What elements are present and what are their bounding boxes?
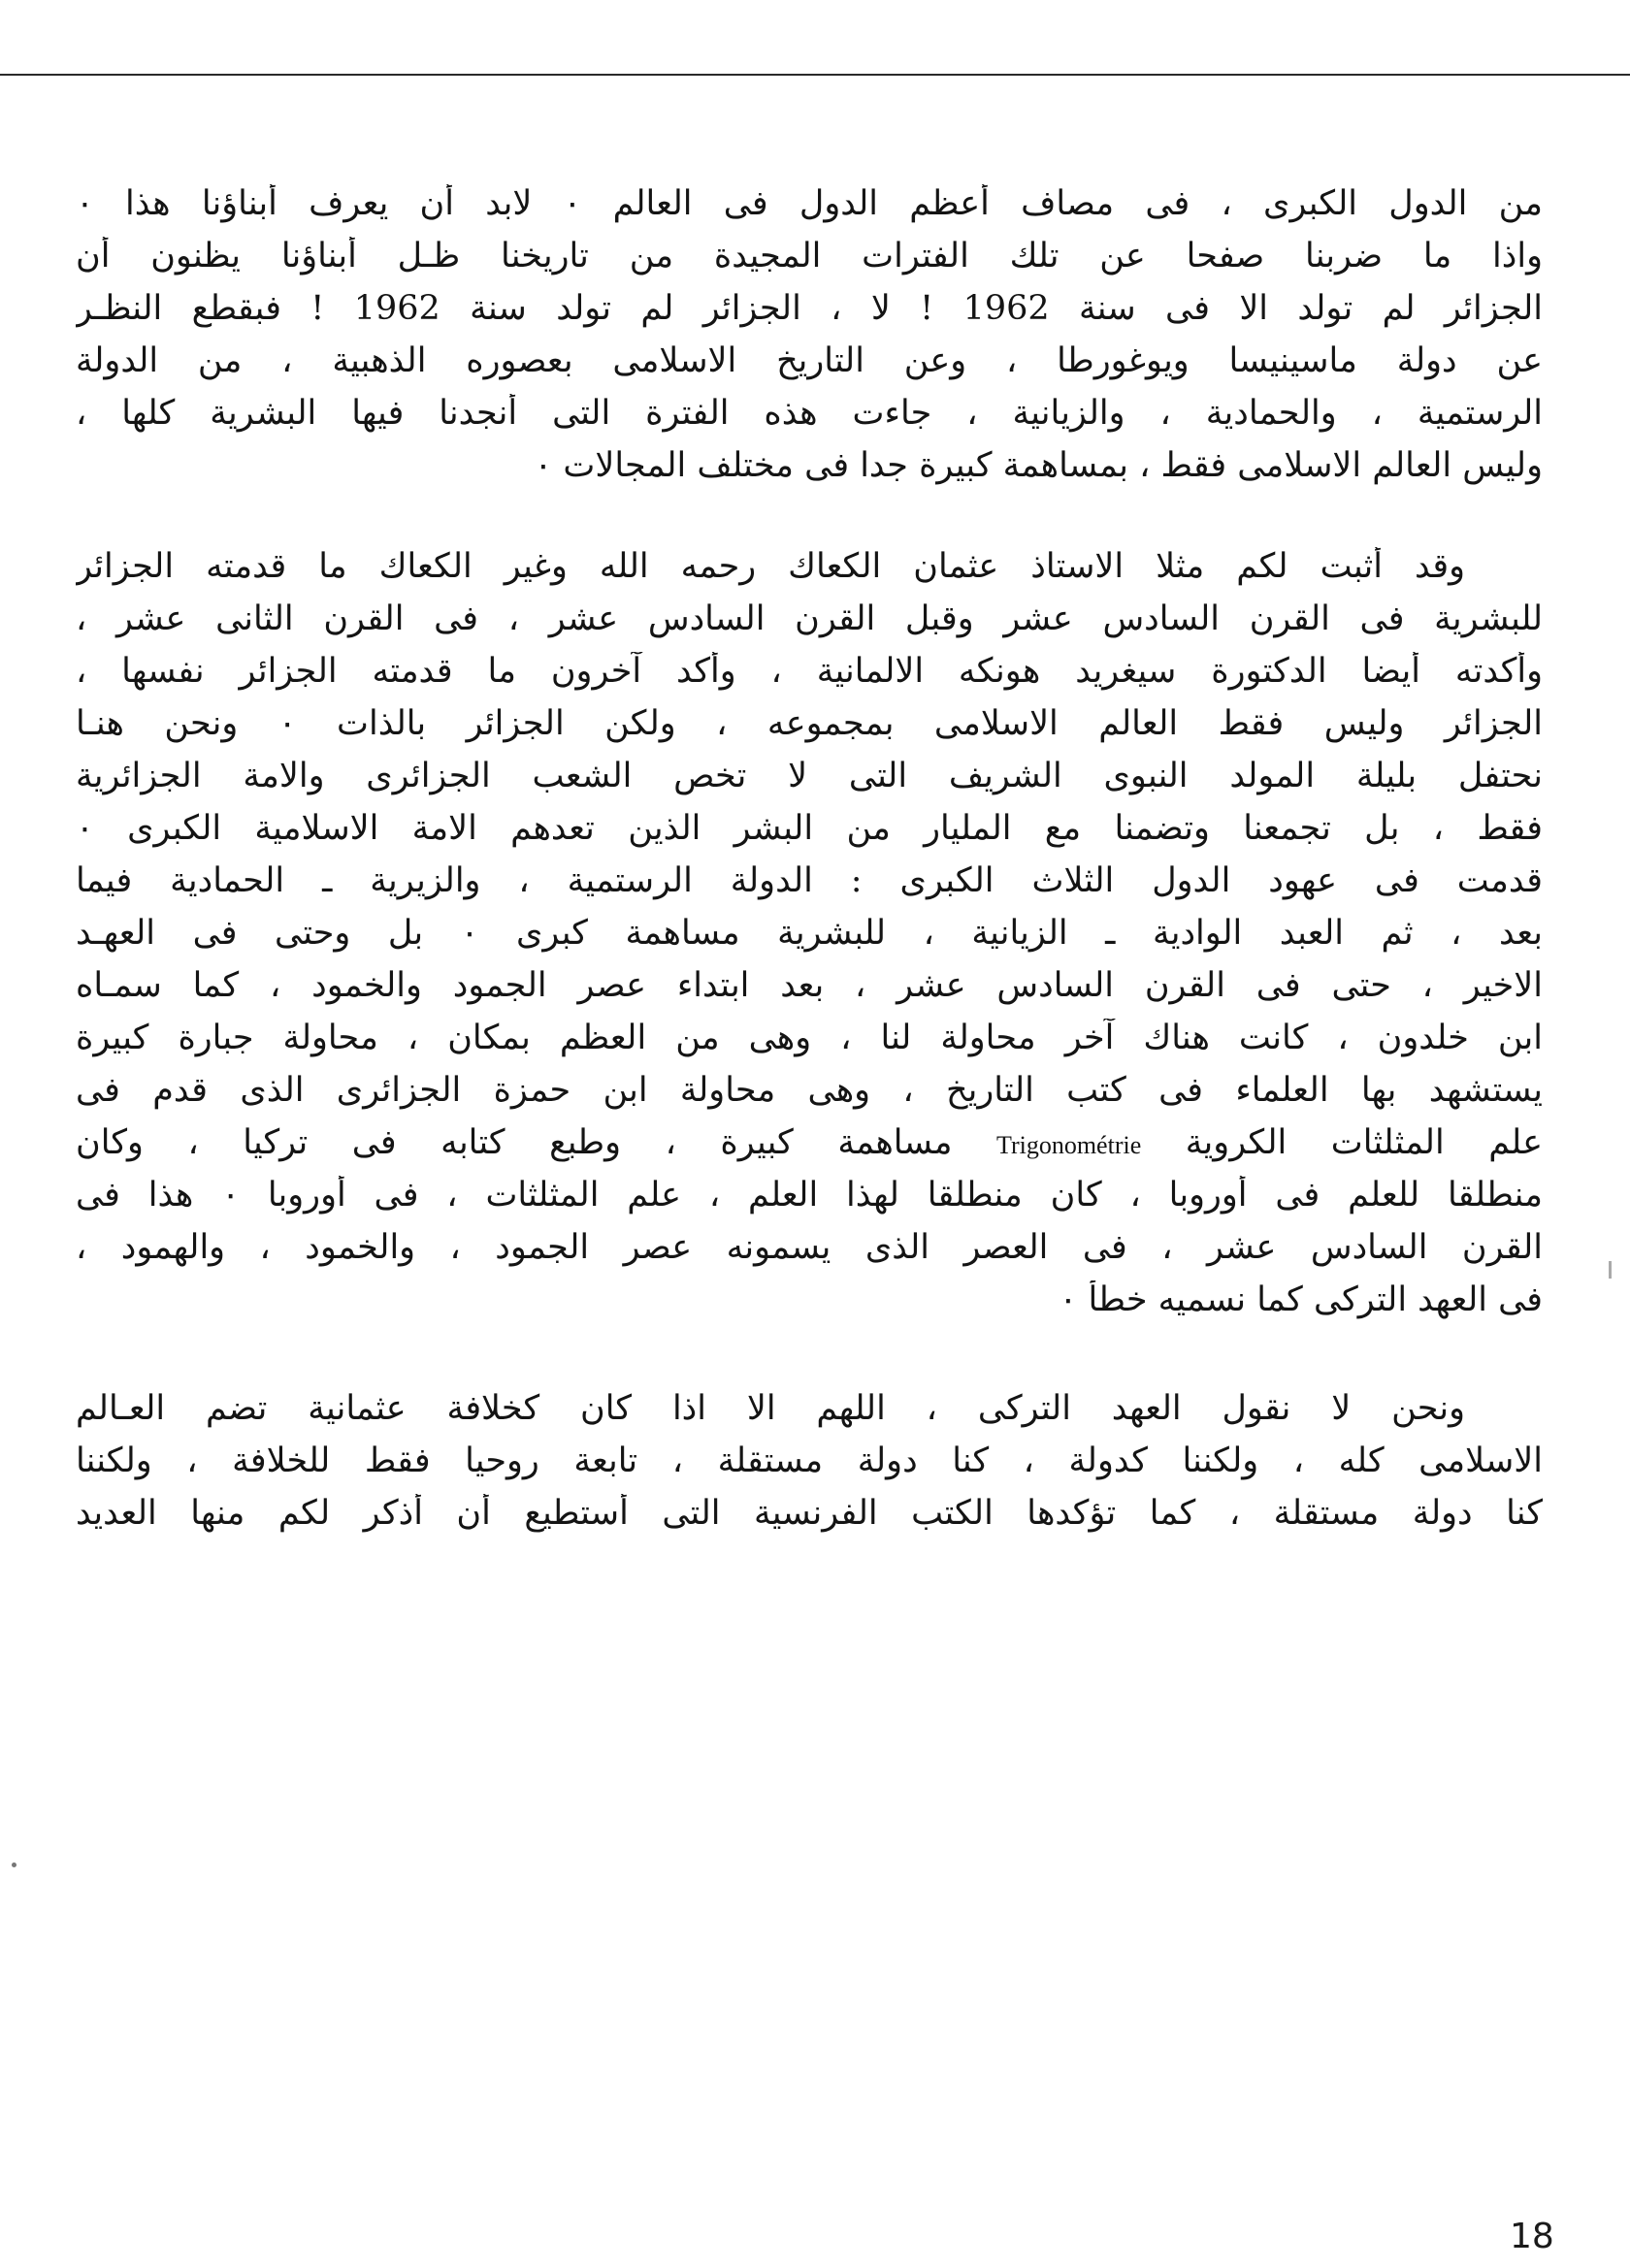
- text-line: عن دولة ماسينيسا ويوغورطا ، وعن التاريخ الاسلامى بعصوره الذهبية ، من الدولة: [76, 341, 1543, 380]
- margin-speck: [12, 1863, 16, 1867]
- text-line: قدمت فى عهود الدول الثلاث الكبرى : الدولة الرستمية ، والزيرية ـ الحمادية فيما: [76, 861, 1543, 900]
- header-rule: [0, 74, 1630, 76]
- text-line: وقد أثبت لكم مثلا الاستاذ عثمان الكعاك رحمه الله وغير الكعاك ما قدمته الجزائر: [76, 547, 1465, 586]
- text-line: يستشهد بها العلماء فى كتب التاريخ ، وهى محاولة ابن حمزة الجزائرى الذى قدم فى: [76, 1071, 1543, 1110]
- text-line: القرن السادس عشر ، فى العصر الذى يسمونه عصر الجمود ، والخمود ، والهمود ،: [76, 1228, 1543, 1267]
- text-line: الجزائر لم تولد الا فى سنة 1962 ! لا ، الجزائر لم تولد سنة 1962 ! فبقطع النظـر: [76, 289, 1543, 328]
- paragraph-1: [76, 184, 1543, 499]
- text-line: وأكدته أيضا الدكتورة سيغريد هونكه الالمانية ، وأكد آخرون ما قدمته الجزائر نفسها ،: [76, 652, 1543, 691]
- text-line: الجزائر وليس فقط العالم الاسلامى بمجموعه ، ولكن الجزائر بالذات ٠ ونحن هنـا: [76, 704, 1543, 743]
- text-line: من الدول الكبرى ، فى مصاف أعظم الدول فى العالم ٠ لابد أن يعرف أبناؤنا هذا ٠: [76, 184, 1543, 223]
- page-number: 18: [1510, 2217, 1554, 2256]
- paragraph-3: [76, 1389, 1543, 1546]
- paragraph-2: [76, 547, 1543, 1333]
- text-line: واذا ما ضربنا صفحا عن تلك الفترات المجيدة من تاريخنا ظـل أبناؤنا يظنون أن: [76, 237, 1543, 275]
- text-line: وليس العالم الاسلامى فقط ، بمساهمة كبيرة جدا فى مختلف المجالات ٠: [534, 446, 1543, 485]
- text-line: للبشرية فى القرن السادس عشر وقبل القرن السادس عشر ، فى القرن الثانى عشر ،: [76, 599, 1543, 638]
- text-line: منطلقا للعلم فى أوروبا ، كان منطلقا لهذا العلم ، علم المثلثات ، فى أوروبا ٠ هذا فى: [76, 1176, 1543, 1215]
- trig-text-line: [76, 1123, 1543, 1176]
- text-line: نحتفل بليلة المولد النبوى الشريف التى لا تخص الشعب الجزائرى والامة الجزائرية: [76, 757, 1543, 795]
- text-line: الاخير ، حتى فى القرن السادس عشر ، بعد ابتداء عصر الجمود والخمود ، كما سمـاه: [76, 966, 1543, 1005]
- trig-line-start: علم المثلثات الكروية: [1185, 1123, 1543, 1162]
- latin-term: Trigonométrie: [995, 1131, 1142, 1159]
- text-line: فقط ، بل تجمعنا وتضمنا مع المليار من البشر الذين تعدهم الامة الاسلامية الكبرى ٠: [76, 809, 1543, 848]
- text-line: كنا دولة مستقلة ، كما تؤكدها الكتب الفرنسية التى أستطيع أن أذكر لكم منها العديد: [76, 1494, 1543, 1533]
- text-line: بعد ، ثم العبد الوادية ـ الزيانية ، للبشرية مساهمة كبرى ٠ بل وحتى فى العهـد: [76, 914, 1543, 953]
- page-body: [76, 184, 1543, 1546]
- text-line: الاسلامى كله ، ولكننا كدولة ، كنا دولة مستقلة ، تابعة روحيا فقط للخلافة ، ولكننا: [76, 1442, 1543, 1480]
- text-line: ونحن لا نقول العهد التركى ، اللهم الا اذا كان كخلافة عثمانية تضم العـالم: [76, 1389, 1465, 1428]
- scan-edge-mark: [1609, 1261, 1612, 1279]
- text-line: فى العهد التركى كما نسميه خطأ ٠: [1059, 1280, 1543, 1319]
- text-line: ابن خلدون ، كانت هناك آخر محاولة لنا ، وهى من العظم بمكان ، محاولة جبارة كبيرة: [76, 1019, 1543, 1057]
- trig-line-end: مساهمة كبيرة ، وطبع كتابه فى تركيا ، وكان: [76, 1123, 953, 1162]
- text-line: الرستمية ، والحمادية ، والزيانية ، جاءت هذه الفترة التى أنجدنا فيها البشرية كلها ،: [76, 394, 1543, 433]
